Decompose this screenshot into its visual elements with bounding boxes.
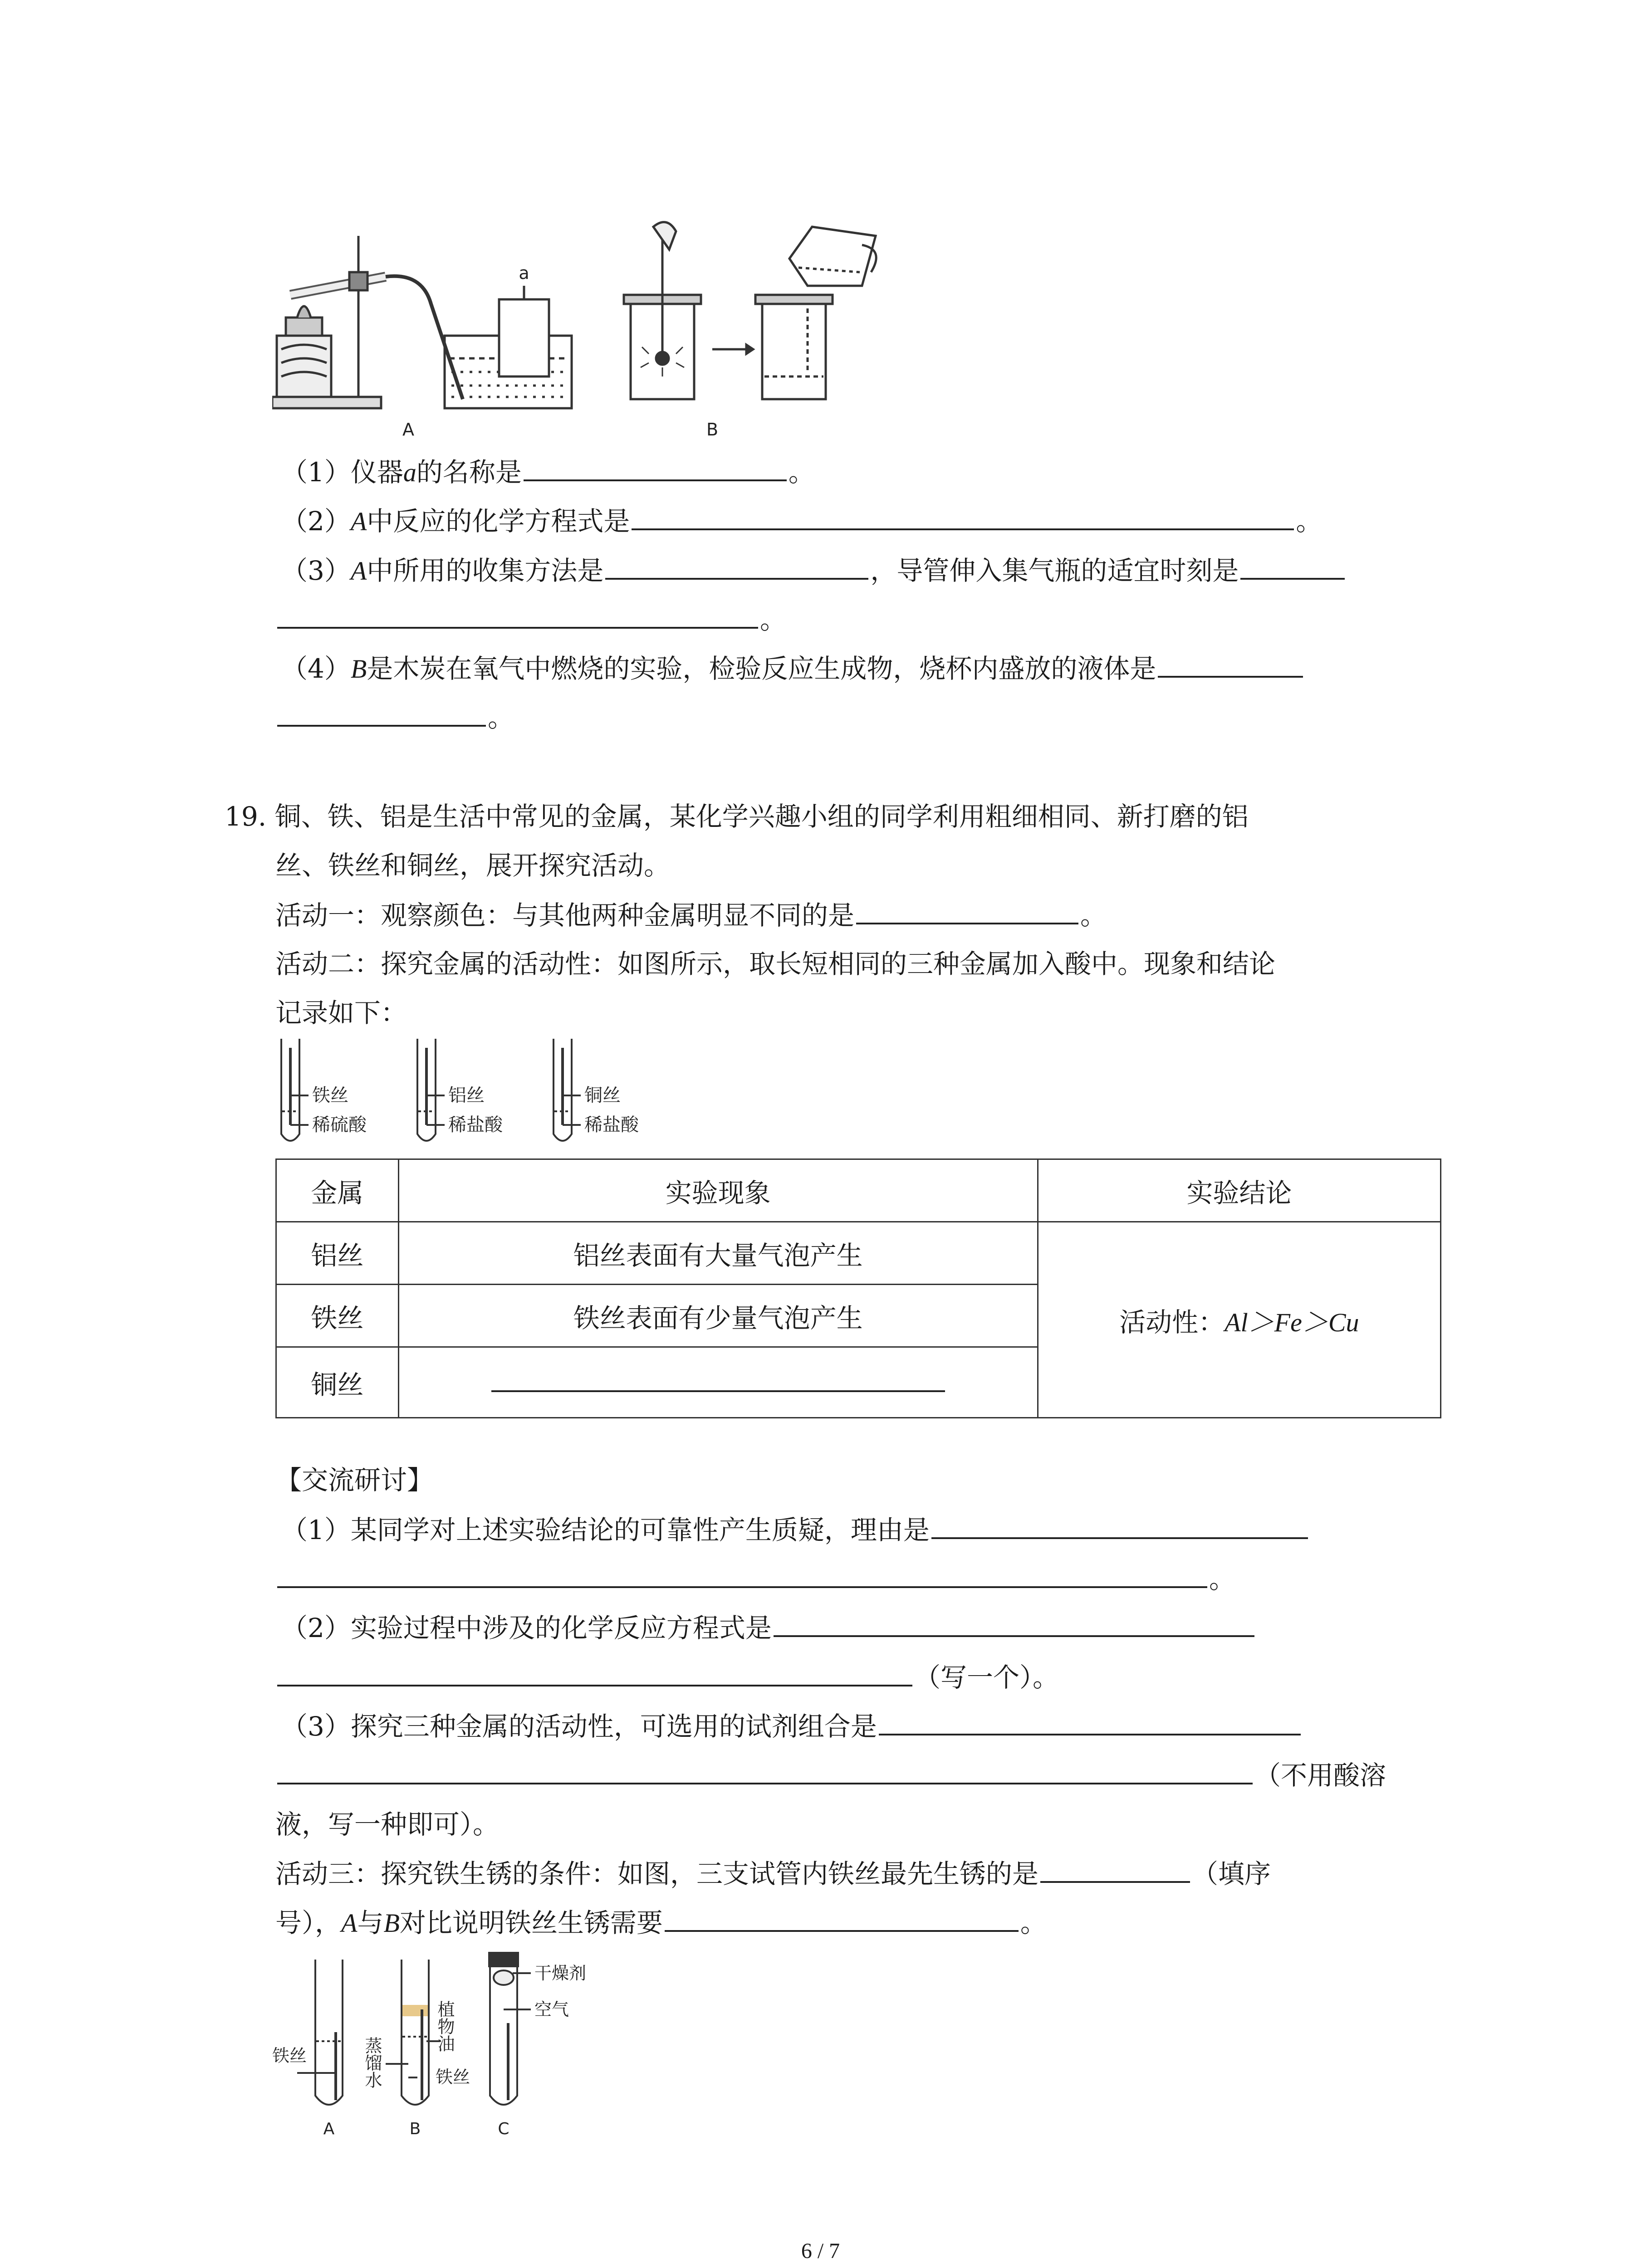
tube3-wire: 铜丝 [584, 1085, 621, 1106]
tube1-acid: 稀硫酸 [312, 1114, 367, 1135]
answer-blank[interactable] [879, 1710, 1301, 1735]
tube1-wire: 铁丝 [312, 1085, 348, 1106]
copper-phenomenon-cell [398, 1347, 1038, 1418]
rust-experiment-figure [272, 1950, 644, 2141]
tube2-acid: 稀盐酸 [448, 1114, 503, 1135]
tube-B-oil-label: 植物油 [435, 2000, 455, 2052]
q18-part3: （3）A中所用的收集方法是 ，导管伸入集气瓶的适宜时刻是 [281, 554, 1347, 587]
apparatus-figure-18 [272, 218, 907, 454]
answer-blank[interactable] [277, 603, 758, 629]
answer-blank[interactable] [1158, 652, 1303, 678]
q18-part4: （4）B是木炭在氧气中燃烧的实验，检验反应生成物，烧杯内盛放的液体是 [281, 652, 1305, 685]
tube-label-A: A [323, 2120, 335, 2138]
tube-label-C: C [498, 2120, 509, 2138]
header-metal: 金属 [276, 1159, 399, 1222]
answer-blank[interactable] [491, 1367, 945, 1392]
label-B: B [706, 420, 719, 440]
q18-part2: （2）A中反应的化学方程式是 。 [281, 506, 1323, 537]
discussion-1: （1）某同学对上述实验结论的可靠性产生质疑，理由是 [281, 1514, 1310, 1546]
tube-B-wire-label: 铁丝 [436, 2067, 470, 2087]
answer-blank[interactable] [774, 1612, 1254, 1637]
answer-blank[interactable] [1240, 554, 1345, 580]
header-phenomenon: 实验现象 [398, 1159, 1038, 1222]
q19-activity2-1: 活动二：探究金属的活动性：如图所示，取长短相同的三种金属加入酸中。现象和结论 [275, 948, 1276, 979]
q19-activity2-2: 记录如下： [275, 997, 407, 1028]
tube-C-air-label: 空气 [534, 1999, 569, 2019]
tube-C-desiccant-label: 干燥剂 [534, 1963, 587, 1983]
answer-blank[interactable] [665, 1906, 1019, 1932]
discussion-2-cont: （写一个）。 [275, 1661, 1059, 1693]
tube-A-wire-label: 铁丝 [272, 2046, 307, 2066]
discussion-2: （2）实验过程中涉及的化学反应方程式是 [281, 1612, 1256, 1644]
row-metal: 铁丝 [276, 1285, 399, 1347]
conclusion-cell: 活动性：Al＞Fe＞Cu [1038, 1222, 1440, 1418]
q19-activity1: 活动一：观察颜色：与其他两种金属明显不同的是 。 [275, 900, 1107, 931]
acid-test-tubes-figure [272, 1034, 671, 1152]
q18-part1: （1）仪器a的名称是 。 [281, 457, 815, 488]
q18-part3-cont: 。 [275, 603, 786, 635]
discussion-1-cont: 。 [275, 1563, 1235, 1595]
answer-blank[interactable] [277, 1661, 912, 1686]
row-phenomenon: 铁丝表面有少量气泡产生 [398, 1285, 1038, 1347]
answer-blank[interactable] [1040, 1857, 1190, 1883]
tube3-acid: 稀盐酸 [584, 1114, 639, 1135]
answer-blank[interactable] [277, 1563, 1207, 1588]
discussion-3: （3）探究三种金属的活动性，可选用的试剂组合是 [281, 1710, 1303, 1742]
answer-blank[interactable] [632, 505, 1294, 530]
discussion-3-cont: （不用酸溶 [275, 1759, 1386, 1791]
activity3-2: 号），A与B对比说明铁丝生锈需要 。 [275, 1907, 1047, 1938]
activity3-1: 活动三：探究铁生锈的条件：如图，三支试管内铁丝最先生锈的是 （填序 [275, 1858, 1271, 1889]
q18-part4-cont: 。 [275, 701, 514, 733]
tube-label-B: B [409, 2120, 421, 2138]
header-conclusion: 实验结论 [1038, 1159, 1440, 1222]
discussion-title: 【交流研讨】 [275, 1465, 434, 1496]
q19-intro-1: 19. 铜、铁、铝是生活中常见的金属，某化学兴趣小组的同学利用粗细相同、新打磨的铝 [225, 801, 1249, 832]
label-a: a [519, 263, 529, 283]
answer-blank[interactable] [277, 701, 486, 727]
tube-B-water-label: 蒸馏水 [362, 2037, 382, 2088]
page-number: 6 / 7 [801, 2239, 840, 2263]
label-A: A [402, 420, 414, 440]
row-metal: 铜丝 [276, 1347, 399, 1418]
answer-blank[interactable] [524, 456, 787, 481]
answer-blank[interactable] [856, 899, 1078, 924]
answer-blank[interactable] [605, 554, 868, 580]
tube2-wire: 铝丝 [448, 1085, 485, 1106]
answer-blank[interactable] [931, 1514, 1308, 1539]
row-phenomenon: 铝丝表面有大量气泡产生 [398, 1222, 1038, 1285]
results-table [275, 1158, 1441, 1418]
row-metal: 铝丝 [276, 1222, 399, 1285]
answer-blank[interactable] [277, 1759, 1253, 1784]
q19-intro-2: 丝、铁丝和铜丝，展开探究活动。 [275, 850, 671, 881]
discussion-3-cont2: 液，写一种即可）。 [275, 1809, 500, 1840]
